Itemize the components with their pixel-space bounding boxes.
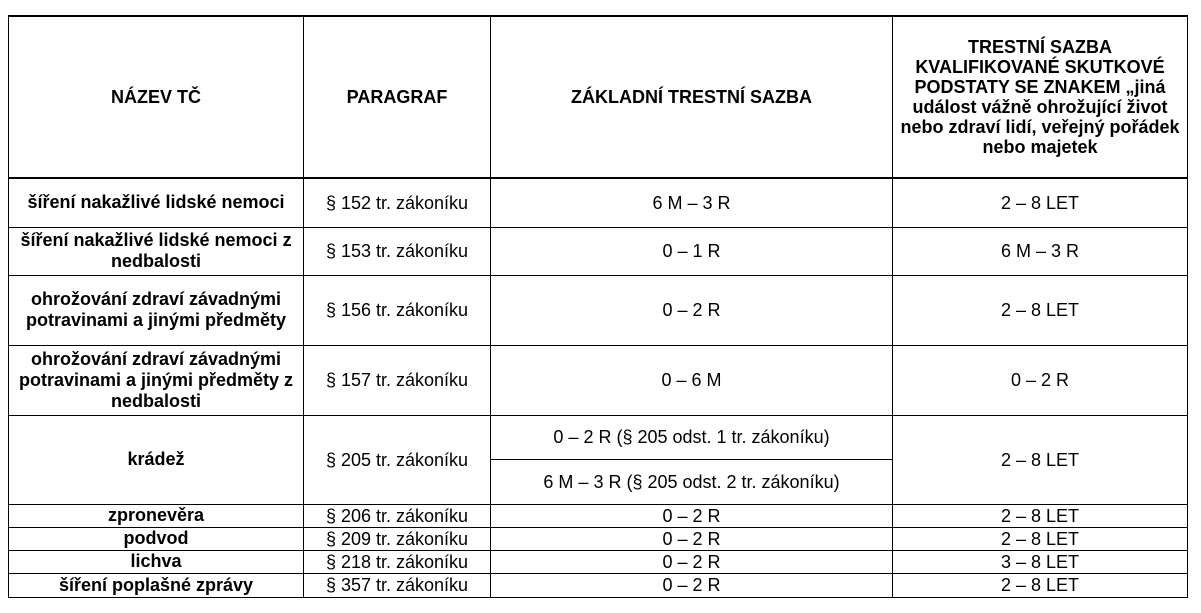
table-row [9, 504, 1188, 527]
crime-base-sentence: 0 – 2 R [491, 275, 893, 345]
crime-base-sentence: 0 – 6 M [491, 345, 893, 415]
crime-paragraph: § 205 tr. zákoníku [304, 415, 491, 504]
crime-qualified-sentence: 0 – 2 R [893, 345, 1188, 415]
crime-base-sentence: 0 – 2 R [491, 573, 893, 597]
crime-base-sentence-split [491, 415, 893, 504]
crime-name: ohrožování zdraví závadnými potravinami a jinými předměty z nedbalosti [9, 345, 304, 415]
crime-name: podvod [9, 527, 304, 550]
crime-name: šíření nakažlivé lidské nemoci z nedbalosti [9, 227, 304, 275]
table-row [9, 415, 1188, 504]
crime-qualified-sentence: 2 – 8 LET [893, 275, 1188, 345]
crime-paragraph: § 152 tr. zákoníku [304, 178, 491, 227]
crime-qualified-sentence: 6 M – 3 R [893, 227, 1188, 275]
table-row [9, 573, 1188, 597]
crime-paragraph: § 218 tr. zákoníku [304, 550, 491, 573]
crime-base-sentence: 0 – 2 R [491, 550, 893, 573]
crime-paragraph: § 357 tr. zákoníku [304, 573, 491, 597]
table-header-row [9, 16, 1188, 178]
crime-paragraph: § 209 tr. zákoníku [304, 527, 491, 550]
table-row [9, 550, 1188, 573]
crime-paragraph: § 206 tr. zákoníku [304, 504, 491, 527]
header-qualified-sentence: TRESTNÍ SAZBA KVALIFIKOVANÉ SKUTKOVÉ PODSTATY SE ZNAKEM „jiná událost vážně ohrožující život nebo zdraví lidí, veřejný pořádek nebo majetek [893, 16, 1188, 178]
crime-paragraph: § 153 tr. zákoníku [304, 227, 491, 275]
table-row [9, 227, 1188, 275]
base-sentence-part-2: 6 M – 3 R (§ 205 odst. 2 tr. zákoníku) [543, 471, 840, 492]
crime-paragraph: § 156 tr. zákoníku [304, 275, 491, 345]
crime-qualified-sentence: 2 – 8 LET [893, 504, 1188, 527]
crime-qualified-sentence: 2 – 8 LET [893, 573, 1188, 597]
crimes-table [8, 15, 1188, 598]
crime-base-sentence: 0 – 1 R [491, 227, 893, 275]
base-sentence-part-1: 0 – 2 R (§ 205 odst. 1 tr. zákoníku) [491, 416, 892, 460]
header-name: NÁZEV TČ [9, 16, 304, 178]
crime-name: šíření nakažlivé lidské nemoci [9, 178, 304, 227]
crime-base-sentence: 6 M – 3 R [491, 178, 893, 227]
crime-qualified-sentence: 2 – 8 LET [893, 527, 1188, 550]
table-row [9, 527, 1188, 550]
crime-base-sentence: 0 – 2 R [491, 504, 893, 527]
crime-name: zpronevěra [9, 504, 304, 527]
crime-qualified-sentence: 2 – 8 LET [893, 415, 1188, 504]
header-base-sentence: ZÁKLADNÍ TRESTNÍ SAZBA [491, 16, 893, 178]
crime-paragraph: § 157 tr. zákoníku [304, 345, 491, 415]
crime-name: lichva [9, 550, 304, 573]
crime-qualified-sentence: 2 – 8 LET [893, 178, 1188, 227]
crime-name: ohrožování zdraví závadnými potravinami a jinými předměty [9, 275, 304, 345]
header-paragraph: PARAGRAF [304, 16, 491, 178]
crime-base-sentence: 0 – 2 R [491, 527, 893, 550]
table-row [9, 178, 1188, 227]
base-sentence-parts [491, 416, 892, 504]
crime-name: šíření poplašné zprávy [9, 573, 304, 597]
crime-name: krádež [9, 415, 304, 504]
table-row [9, 275, 1188, 345]
table-row [9, 345, 1188, 415]
crime-qualified-sentence: 3 – 8 LET [893, 550, 1188, 573]
